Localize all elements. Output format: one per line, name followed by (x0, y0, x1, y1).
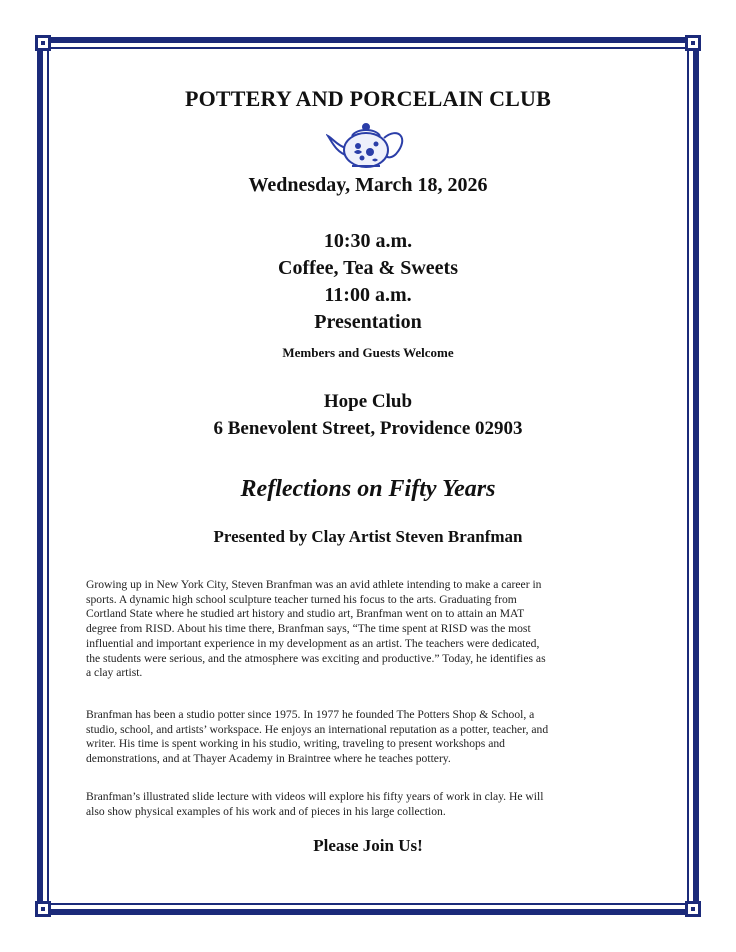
text-line: the students were serious, and the atmosphere was exciting and productive.” Today, he identifies as (86, 651, 546, 665)
time-presentation: 11:00 a.m. (324, 284, 412, 306)
text-line: also show physical examples of his work and of pieces in his large collection. (86, 804, 446, 818)
text-line: demonstrations, and at Thayer Academy in Braintree where he teaches pottery. (86, 752, 451, 766)
club-title: POTTERY AND PORCELAIN CLUB (184, 86, 552, 111)
lecture-title: Reflections on Fifty Years (240, 476, 496, 502)
corner-ornament-bottom-left (35, 901, 51, 917)
event-date: Wednesday, March 18, 2026 (248, 174, 488, 196)
bio-paragraph-1 (86, 578, 652, 681)
text-line: writer. His time is spent working in his studio, writing, traveling to present workshops and (86, 737, 505, 751)
text-line: a clay artist. (86, 666, 143, 680)
bio-paragraph-2 (86, 708, 652, 767)
presenter-line: Presented by Clay Artist Steven Branfman (213, 527, 523, 546)
venue-name: Hope Club (323, 391, 413, 412)
flyer-content (52, 52, 684, 900)
bio-paragraph-3 (86, 790, 652, 819)
closing-line: Please Join Us! (313, 836, 423, 855)
text-line: Branfman has been a studio potter since 1975. In 1977 he founded The Potters Shop & School, a (86, 708, 535, 721)
time-coffee: 10:30 a.m. (323, 230, 413, 252)
presentation-label: Presentation (314, 311, 422, 333)
text-line: sports. A dynamic high school sculpture teacher turned his focus to the arts. Graduating from (86, 592, 517, 606)
text-line: Growing up in New York City, Steven Branfman was an avid athlete intending to make a career in (86, 578, 542, 591)
teapot-icon (326, 116, 410, 172)
text-line: influential and important experience in my development as an artist. The teachers were dedicated, (86, 636, 540, 650)
text-line: studio, school, and artists’ workspace. He enjoys an international reputation as a potter, teacher, and (86, 722, 549, 736)
text-line: Cortland State where he studied art history and studio art, Branfman went on to attain an MAT (86, 607, 525, 621)
corner-ornament-top-left (35, 35, 51, 51)
text-line: degree from RISD. About his time there, Branfman says, “The time spent at RISD was the most (86, 622, 531, 636)
corner-ornament-top-right (685, 35, 701, 51)
corner-ornament-bottom-right (685, 901, 701, 917)
text-line: Branfman’s illustrated slide lecture with videos will explore his fifty years of work in clay. He will (86, 790, 544, 803)
venue-address: 6 Benevolent Street, Providence 02903 (213, 418, 523, 439)
welcome-note: Members and Guests Welcome (282, 345, 454, 360)
coffee-label: Coffee, Tea & Sweets (278, 257, 458, 279)
